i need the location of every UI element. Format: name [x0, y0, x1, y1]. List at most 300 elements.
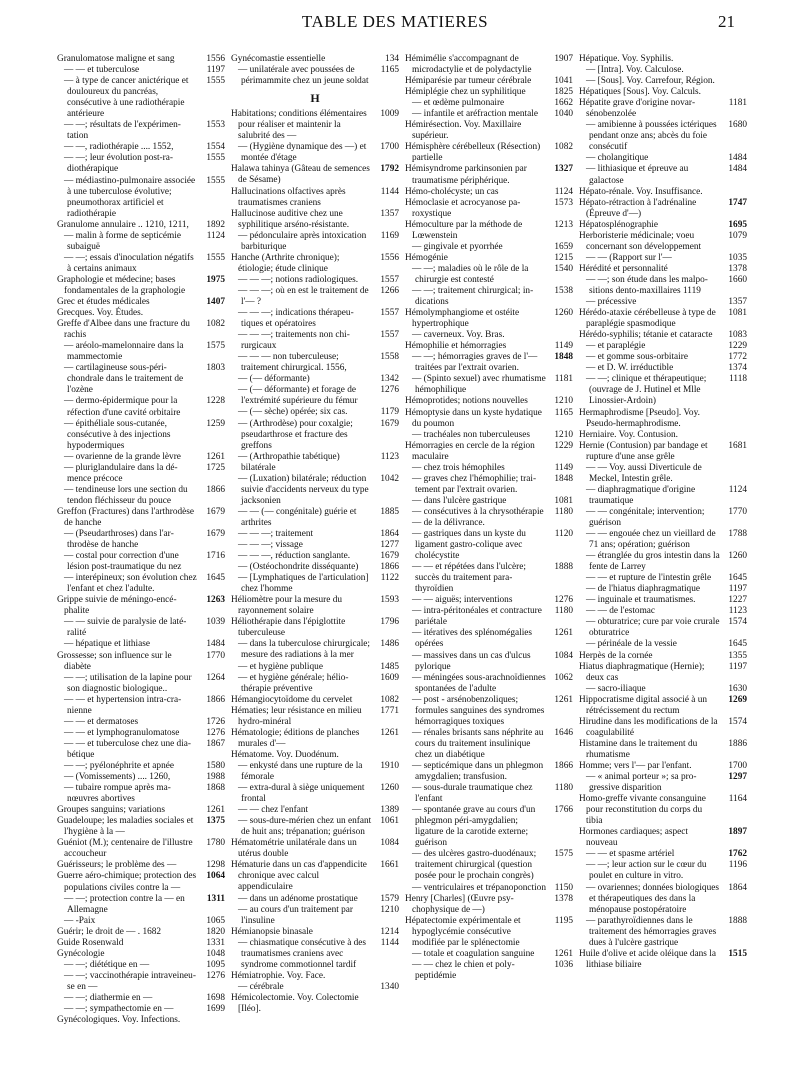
index-entry	[57, 651, 225, 673]
entry-page-number: 1681	[728, 440, 747, 451]
index-entry	[405, 894, 573, 916]
entry-text: — cholangitique	[586, 153, 649, 164]
entry-text: Hippocratisme digital associé à un rétrécissement du rectum	[579, 694, 708, 716]
entry-page-number: 1661	[380, 860, 399, 871]
entry-text: — — —; traitements non chirurgicaux	[238, 330, 350, 352]
entry-text: — — et dermatoses	[64, 716, 139, 727]
index-entry	[405, 628, 573, 650]
entry-text: Héliothérapie dans l'épiglottite tuberculeuse	[231, 617, 346, 639]
entry-text: — au cours d'un traitement par l'insuline	[238, 904, 354, 926]
entry-page-number: 1593	[380, 595, 399, 606]
entry-page-number: 1061	[380, 816, 399, 827]
index-entry	[405, 673, 573, 695]
entry-page-number: 1263	[206, 595, 225, 606]
index-entry	[405, 341, 573, 352]
index-entry	[57, 463, 225, 485]
index-entry	[231, 838, 399, 860]
entry-page-number: 1035	[728, 252, 747, 263]
index-entry	[57, 551, 225, 573]
entry-text: — « animal porteur »; sa progressive disparition	[586, 772, 697, 794]
entry-page-number: 1485	[380, 661, 399, 672]
entry-text: Hépatosplénographie	[579, 219, 658, 230]
entry-text: — massives dans un cas d'ulcus pylorique	[412, 650, 531, 672]
entry-text: — costal pour correction d'une lésion post-traumatique du nez	[64, 551, 182, 573]
entry-text: Hépatiques [Sous]. Voy. Calculs.	[579, 87, 701, 98]
entry-page-number: 1662	[554, 98, 573, 109]
entry-text: — de la délivrance.	[412, 517, 485, 528]
entry-page-number: 1144	[380, 186, 399, 197]
entry-text: Hémoculture par la méthode de Lœwenstein	[405, 219, 523, 241]
entry-page-number: 1864	[380, 528, 399, 539]
index-entry	[405, 529, 573, 562]
index-entry	[579, 507, 747, 529]
index-entry	[57, 871, 225, 893]
index-entry	[57, 341, 225, 363]
entry-text: Guadeloupe; les maladies sociales et l'hygiène à la —	[57, 816, 194, 838]
entry-text: — — aiguës; interventions	[412, 595, 513, 606]
entry-text: — —; hémorragies graves de l'— traitées par l'extrait ovarien.	[412, 352, 538, 374]
index-entry	[579, 220, 747, 231]
entry-page-number: 1780	[206, 838, 225, 849]
entry-page-number: 1796	[380, 617, 399, 628]
index-entry	[57, 860, 225, 871]
index-entry	[57, 120, 225, 142]
index-entry	[405, 308, 573, 330]
entry-text: — dans un adénome prostatique	[238, 893, 358, 904]
index-entry	[579, 883, 747, 916]
index-entry	[405, 783, 573, 805]
index-entry	[579, 739, 747, 761]
entry-text: Granulome annulaire .. 1210, 1211,	[57, 219, 189, 230]
entry-text: — —; pyélonéphrite et apnée	[64, 761, 174, 771]
entry-page-number: 1772	[728, 352, 747, 363]
entry-page-number: 1679	[380, 551, 399, 562]
index-entry	[57, 838, 225, 860]
entry-page-number: 1118	[729, 374, 747, 385]
index-entry	[579, 761, 747, 772]
entry-page-number: 1700	[380, 142, 399, 153]
entry-text: — diaphragmatique d'origine traumatique	[586, 484, 696, 506]
entry-text: — ovarienne de la grande lèvre	[64, 451, 181, 462]
index-entry	[405, 916, 573, 949]
entry-text: — dermo-épidermique pour la réfection d'une cavité orbitaire	[64, 396, 181, 418]
index-entry	[57, 452, 225, 463]
entry-page-number: 1888	[728, 915, 747, 926]
index-entry	[57, 54, 225, 65]
entry-page-number: 1261	[206, 451, 225, 462]
index-entry	[405, 408, 573, 430]
entry-text: — —; son étude dans les malpositions dento-maxillaires 1119	[586, 274, 708, 296]
entry-text: — sous-dure-mérien chez un enfant de huit ans; trépanation; guérison	[238, 816, 372, 838]
entry-text: — lithiasique et épreuve au galactose	[586, 164, 689, 186]
entry-page-number: 1124	[206, 230, 225, 241]
entry-page-number: 1660	[728, 274, 747, 285]
entry-page-number: 1331	[206, 937, 225, 948]
entry-page-number: 1646	[554, 727, 573, 738]
entry-text: — périnéale de la vessie	[586, 639, 677, 650]
index-entry	[231, 562, 399, 573]
index-entry	[405, 949, 573, 960]
index-entry	[579, 485, 747, 507]
entry-page-number: 1698	[206, 992, 225, 1003]
entry-page-number: 1039	[206, 617, 225, 628]
entry-text: Guéniot (M.); centenaire de l'illustre accoucheur	[57, 838, 193, 860]
entry-page-number: 1082	[206, 319, 225, 330]
index-entry	[57, 1004, 225, 1015]
entry-text: Gynécomastie essentielle	[231, 54, 326, 64]
entry-text: — rénales brisants sans néphrite au cours du traitement insulinique chez un diabétique	[412, 727, 544, 760]
entry-text: — — et tuberculose	[64, 65, 140, 76]
entry-page-number: 1123	[728, 606, 747, 617]
entry-text: — -Paix	[64, 915, 96, 926]
entry-page-number: 1659	[554, 241, 573, 252]
entry-text: Habitations; conditions élémentaires pour réaliser et maintenir la salubrité des —	[231, 109, 367, 142]
index-entry	[405, 198, 573, 220]
entry-text: Hémolymphangiome et ostéite hypertrophique	[405, 308, 520, 330]
entry-text: — et œdème pulmonaire	[412, 98, 505, 109]
entry-text: — obturatrice; cure par voie crurale obturatrice	[586, 617, 720, 639]
entry-text: Hémogénie	[405, 252, 448, 263]
index-entry	[231, 308, 399, 330]
entry-text: — — congénitale; intervention; guérison	[586, 506, 705, 528]
entry-page-number: 1261	[380, 727, 399, 738]
entry-page-number: 1082	[554, 142, 573, 153]
entry-text: Hépatique. Voy. Syphilis.	[579, 54, 674, 64]
entry-page-number: 1378	[728, 263, 747, 274]
entry-text: — — —; indications thérapeutiques et opératoires	[238, 308, 354, 330]
index-entry	[579, 198, 747, 220]
entry-text: Héliomètre pour la mesure du rayonnement solaire	[231, 595, 343, 617]
entry-text: Hérédo-ataxie cérébelleuse à type de paraplégie spasmodique	[579, 308, 716, 330]
index-entry	[57, 319, 225, 341]
index-entry	[57, 573, 225, 595]
index-entry	[579, 573, 747, 584]
entry-text: — —, radiothérapie .... 1552,	[64, 142, 174, 153]
entry-page-number: 1084	[554, 650, 573, 661]
index-entry	[579, 606, 747, 617]
index-entry	[405, 396, 573, 407]
entry-page-number: 1484	[206, 639, 225, 650]
index-entry	[231, 573, 399, 595]
entry-page-number: 1803	[206, 363, 225, 374]
entry-page-number: 1770	[728, 506, 747, 517]
entry-text: — inguinale et traumatismes.	[586, 595, 696, 606]
entry-text: Grossesse; son influence sur le diabète	[57, 650, 172, 672]
entry-page-number: 1867	[206, 738, 225, 749]
entry-page-number: 1766	[554, 805, 573, 816]
entry-text: — tendineuse lors une section du tendon fléchisseur du pouce	[64, 484, 188, 506]
index-entry	[231, 894, 399, 905]
index-entry	[405, 87, 573, 98]
index-entry	[405, 463, 573, 474]
entry-text: — trachéales non tuberculeuses	[412, 429, 530, 440]
entry-page-number: 1699	[206, 1004, 225, 1015]
entry-text: Huile d'olive et acide oléique dans la lithiase biliaire	[579, 948, 716, 970]
index-entry	[57, 253, 225, 275]
entry-page-number: 1214	[380, 926, 399, 937]
entry-text: Hermaphrodisme [Pseudo]. Voy. Pseudo-hermaphrodisme.	[579, 407, 700, 429]
entry-page-number: 1557	[380, 274, 399, 285]
entry-page-number: 1081	[554, 495, 573, 506]
index-entry	[57, 971, 225, 993]
index-entry	[57, 960, 225, 971]
entry-text: Hérédité et personnalité	[579, 263, 668, 274]
entry-text: — — suivie de paralysie de latéralité	[64, 617, 187, 639]
index-entry	[579, 374, 747, 407]
entry-page-number: 1180	[554, 783, 573, 794]
index-entry	[231, 805, 399, 816]
entry-text: Hémo-cholécyste; un cas	[405, 186, 499, 197]
entry-page-number: 1327	[554, 164, 573, 175]
entry-page-number: 1762	[728, 849, 747, 860]
entry-page-number: 1574	[728, 716, 747, 727]
entry-text: Hémiplégie chez un syphilitique	[405, 87, 526, 98]
entry-page-number: 1555	[206, 76, 225, 87]
entry-page-number: 1575	[554, 849, 573, 860]
entry-text: Greffe d'Albee dans une fracture du rachis	[57, 319, 190, 341]
entry-text: Henry [Charles] (Œuvre psychophysique de —)	[405, 893, 514, 915]
entry-text: — septicémique dans un phlegmon amygdalien; transfusion.	[412, 761, 544, 783]
entry-page-number: 1144	[380, 937, 399, 948]
index-column-3	[405, 54, 573, 1069]
entry-page-number: 1064	[206, 871, 225, 882]
entry-page-number: 1680	[728, 120, 747, 131]
index-entry	[57, 916, 225, 927]
entry-page-number: 1164	[728, 794, 747, 805]
entry-text: — —; utilisation de la lapine pour son diagnostic biologique..	[64, 672, 192, 694]
entry-page-number: 1260	[380, 783, 399, 794]
entry-text: Hémisyndrome parkinsonien par traumatisme périphérique.	[405, 164, 527, 186]
index-entry	[579, 87, 747, 98]
entry-page-number: 1229	[728, 341, 747, 352]
index-entry	[579, 408, 747, 430]
entry-page-number: 1538	[554, 285, 573, 296]
entry-page-number: 1892	[206, 219, 225, 230]
index-entry	[57, 816, 225, 838]
entry-page-number: 1264	[206, 672, 225, 683]
entry-text: — médiastino-pulmonaire associée à une tuberculose évolutive; pneumothorax artificiel et radiothérapie	[64, 175, 196, 219]
index-entry	[57, 639, 225, 650]
entry-text: — — —; où en est le traitement de l'— ?	[238, 285, 369, 307]
entry-text: — ovariennes; données biologiques et thérapeutiques des dans la ménopause postopératoire	[586, 882, 719, 915]
entry-text: Hématome. Voy. Duodénum.	[231, 749, 339, 760]
index-entry	[231, 109, 399, 142]
entry-page-number: 1820	[206, 926, 225, 937]
entry-text: — chiasmatique consécutive à des traumatismes craniens avec syndrome commotionnel tardif	[238, 937, 367, 970]
entry-text: Hématurie dans un cas d'appendicite chronique avec calcul appendiculaire	[231, 860, 367, 893]
entry-page-number: 1555	[206, 175, 225, 186]
index-entry	[405, 286, 573, 308]
index-entry	[579, 772, 747, 794]
entry-text: — (— sèche) opérée; six cas.	[238, 407, 348, 418]
index-column-2	[231, 54, 399, 1069]
index-entry	[231, 330, 399, 352]
entry-text: Gynécologie	[57, 948, 105, 959]
index-entry	[231, 275, 399, 286]
entry-text: — graves chez l'hémophilie; traitement par l'extrait ovarien.	[412, 473, 537, 495]
index-entry	[579, 684, 747, 695]
entry-text: Hormones cardiaques; aspect nouveau	[579, 827, 688, 849]
index-entry	[405, 496, 573, 507]
entry-page-number: 1298	[206, 860, 225, 871]
entry-page-number: 1866	[206, 694, 225, 705]
entry-page-number: 1048	[206, 948, 225, 959]
entry-page-number: 1378	[554, 893, 573, 904]
entry-text: — — —; vissage	[238, 540, 303, 551]
entry-page-number: 1825	[554, 87, 573, 98]
entry-page-number: 1266	[380, 285, 399, 296]
entry-page-number: 1150	[554, 882, 573, 893]
entry-page-number: 1771	[380, 705, 399, 716]
entry-text: — — et répétées dans l'ulcère; succès du traitement parathyroïdien	[412, 562, 526, 595]
entry-page-number: 1886	[728, 738, 747, 749]
entry-text: — (Spinto sexuel) avec rhumatisme hémophilique	[412, 374, 546, 396]
index-entry	[405, 441, 573, 463]
index-entry	[579, 441, 747, 463]
index-entry	[579, 341, 747, 352]
entry-page-number: 1082	[380, 694, 399, 705]
entry-page-number: 1888	[554, 562, 573, 573]
index-entry	[405, 54, 573, 76]
index-entry	[405, 330, 573, 341]
entry-text: — épithéliale sous-cutanée, consécutive à des injections hypodermiques	[64, 418, 171, 451]
entry-text: — — —; traitement	[238, 528, 314, 539]
entry-page-number: 1573	[554, 197, 573, 208]
index-entry	[579, 695, 747, 717]
entry-page-number: 1866	[554, 761, 573, 771]
entry-text: Guérisseurs; le problème des —	[57, 860, 177, 871]
entry-text: — — — non tuberculeuse; traitement chirurgical. 1556,	[238, 352, 347, 374]
entry-text: Histamine dans le traitement du rhumatisme	[579, 738, 698, 760]
entry-text: Hépato-rénale. Voy. Insuffisance.	[579, 186, 703, 197]
index-entry	[231, 728, 399, 750]
entry-page-number: 1009	[380, 109, 399, 120]
index-entry	[579, 54, 747, 65]
entry-text: — ventriculaires et trépanoponction	[412, 882, 546, 893]
entry-page-number: 1558	[380, 352, 399, 363]
entry-text: — des ulcères gastro-duodénaux; traitement chirurgical (question posée pour le prochain congrès)	[412, 849, 537, 882]
entry-page-number: 1213	[554, 219, 573, 230]
entry-text: — malin à forme de septicémie subaiguë	[64, 230, 181, 252]
index-entry	[579, 231, 747, 253]
index-entry	[231, 187, 399, 209]
entry-text: — — Voy. aussi Diverticule de Meckel, Intestin grêle.	[586, 462, 702, 484]
entry-text: — —; leur évolution post-radiothérapique	[64, 153, 173, 175]
entry-page-number: 1574	[728, 617, 747, 628]
entry-text: — — chez le chien et polypeptidémie	[412, 959, 515, 981]
index-entry	[57, 419, 225, 452]
index-entry	[231, 971, 399, 982]
entry-page-number: 1165	[554, 407, 573, 418]
entry-page-number: 1276	[206, 970, 225, 981]
entry-page-number: 1910	[380, 760, 399, 771]
entry-page-number: 1196	[728, 860, 747, 871]
entry-page-number: 1866	[206, 484, 225, 495]
index-entry	[579, 717, 747, 739]
entry-text: Greffon (Fractures) dans l'arthrodèse de hanche	[57, 506, 195, 528]
index-entry	[57, 673, 225, 695]
entry-text: — gingivale et pyorrhée	[412, 241, 503, 252]
entry-text: — — chez l'enfant	[238, 805, 309, 816]
index-entry	[405, 430, 573, 441]
entry-page-number: 1210	[554, 429, 573, 440]
entry-page-number: 1486	[380, 639, 399, 650]
index-entry	[57, 308, 225, 319]
entry-page-number: 1095	[206, 959, 225, 970]
entry-text: — — —; notions radiologiques.	[238, 274, 359, 285]
entry-text: — (— déformante) et forage de l'extrémité supérieure du fémur	[238, 385, 358, 407]
entry-page-number: 1726	[206, 716, 225, 727]
index-entry	[231, 54, 399, 65]
index-entry	[57, 717, 225, 728]
index-entry	[231, 639, 399, 661]
index-entry	[231, 993, 399, 1015]
entry-text: Hématies; leur résistance en milieu hydro-minéral	[231, 705, 362, 727]
entry-text: Grec et études médicales	[57, 297, 150, 308]
entry-page-number: 1084	[380, 838, 399, 849]
index-entry	[231, 905, 399, 927]
entry-text: — interépineux; son évolution chez l'enfant et chez l'adulte.	[64, 573, 197, 595]
index-entry	[57, 297, 225, 308]
entry-page-number: 1276	[206, 727, 225, 738]
index-entry	[231, 419, 399, 452]
index-entry	[579, 949, 747, 971]
entry-page-number: 1195	[554, 915, 573, 926]
entry-page-number: 1747	[728, 197, 747, 208]
entry-page-number: 1864	[728, 882, 747, 893]
entry-page-number: 1215	[554, 252, 573, 263]
entry-text: — [Intra]. Voy. Calculose.	[586, 65, 684, 76]
entry-page-number: 1988	[206, 772, 225, 783]
index-entry	[231, 551, 399, 562]
index-entry	[231, 761, 399, 783]
index-entry	[231, 209, 399, 231]
index-entry	[579, 827, 747, 849]
entry-page-number: 1679	[206, 506, 225, 517]
index-entry	[57, 529, 225, 551]
index-entry	[231, 816, 399, 838]
entry-page-number: 1716	[206, 551, 225, 562]
entry-page-number: 1210	[380, 904, 399, 915]
entry-text: — —; sympathectomie en —	[64, 1004, 174, 1015]
entry-page-number: 1375	[206, 816, 225, 827]
index-entry	[579, 463, 747, 485]
index-entry	[57, 761, 225, 772]
index-entry	[405, 76, 573, 87]
entry-text: Graphologie et médecine; bases fondamentales de la graphologie	[57, 274, 186, 296]
index-entry	[579, 264, 747, 275]
entry-page-number: 1276	[554, 595, 573, 606]
entry-page-number: 1197	[728, 661, 747, 672]
entry-page-number: 1260	[728, 551, 747, 562]
index-entry	[579, 308, 747, 330]
index-entry	[405, 849, 573, 882]
entry-page-number: 1276	[380, 385, 399, 396]
entry-text: — —; protection contre la — en Allemagne	[64, 893, 185, 915]
entry-text: Hématologie; éditions de planches murales d'—	[231, 727, 360, 749]
entry-text: Groupes sanguins; variations	[57, 805, 165, 816]
index-entry	[231, 231, 399, 253]
index-entry	[231, 750, 399, 761]
entry-page-number: 1630	[728, 683, 747, 694]
index-entry	[405, 805, 573, 849]
index-entry	[405, 507, 573, 518]
index-entry	[231, 617, 399, 639]
entry-text: Gynécologiques. Voy. Infections.	[57, 1015, 181, 1026]
entry-page-number: 1180	[554, 606, 573, 617]
entry-page-number: 1792	[380, 164, 399, 175]
entry-page-number: 1374	[728, 363, 747, 374]
